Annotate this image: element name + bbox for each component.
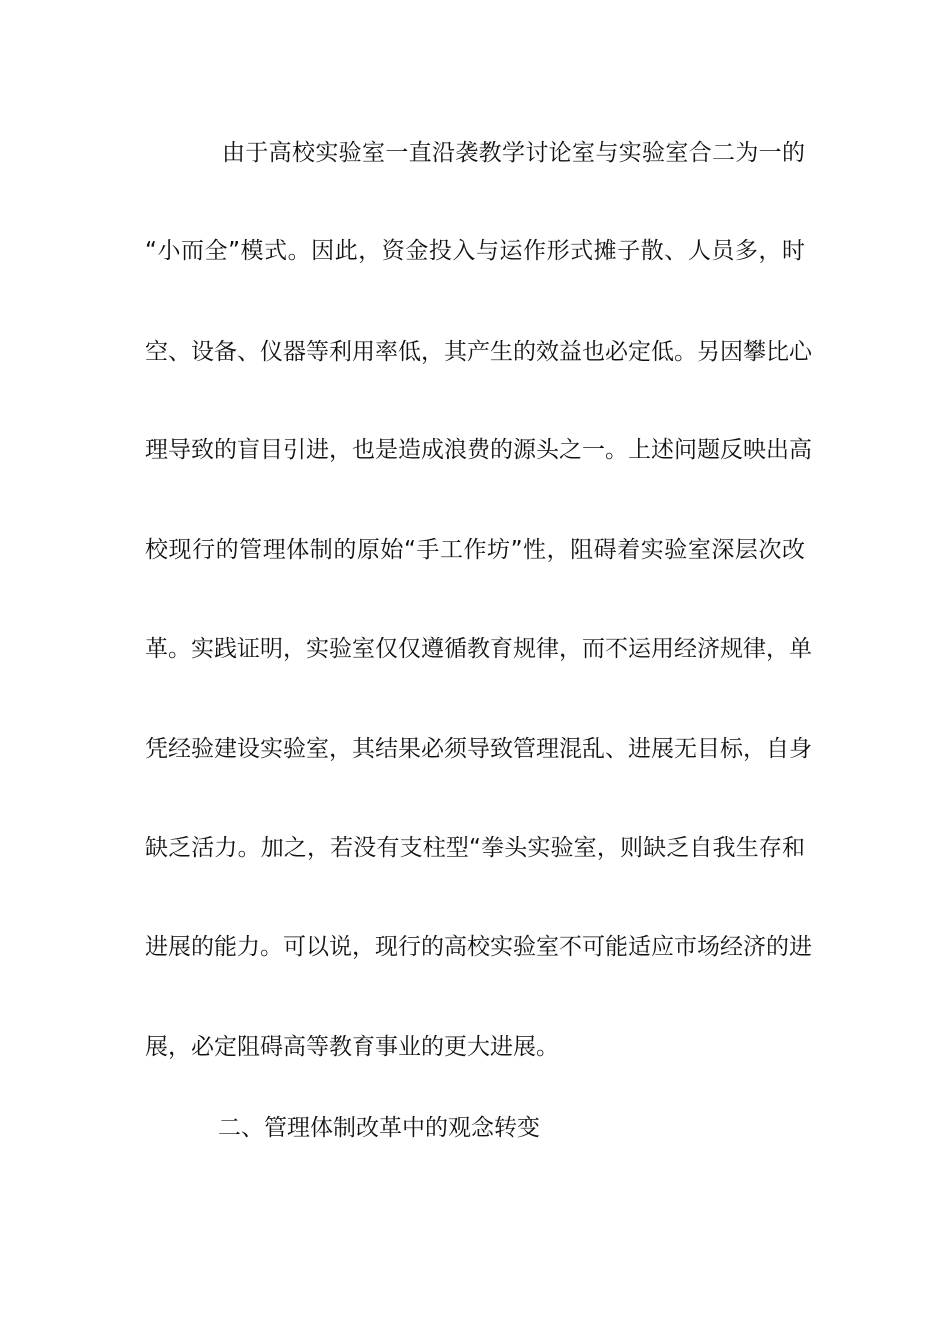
paragraph-line-5: 校现行的管理体制的原始“手工作坊”性，阻碍着实验室深层次改 bbox=[145, 537, 805, 563]
paragraph-line-8: 缺乏活力。加之，若没有支柱型“拳头实验室，则缺乏自我生存和 bbox=[145, 835, 805, 861]
section-heading: 二、管理体制改革中的观念转变 bbox=[218, 1115, 540, 1141]
paragraph-line-7: 凭经验建设实验室，其结果必须导致管理混乱、进展无目标，自身 bbox=[145, 736, 812, 762]
paragraph-line-1: 由于高校实验室一直沿袭教学讨论室与实验室合二为一的 bbox=[222, 140, 805, 166]
paragraph-line-9: 进展的能力。可以说，现行的高校实验室不可能适应市场经济的进 bbox=[145, 934, 812, 960]
paragraph-line-4: 理导致的盲目引进，也是造成浪费的源头之一。上述问题反映出高 bbox=[145, 437, 812, 463]
paragraph-line-10: 展，必定阻碍高等教育事业的更大进展。 bbox=[145, 1034, 559, 1060]
paragraph-line-2: “小而全”模式。因此，资金投入与运作形式摊子散、人员多，时 bbox=[145, 238, 805, 264]
paragraph-line-3: 空、设备、仪器等利用率低，其产生的效益也必定低。另因攀比心 bbox=[145, 339, 812, 365]
paragraph-line-6: 革。实践证明，实验室仅仅遵循教育规律，而不运用经济规律，单 bbox=[145, 636, 812, 662]
